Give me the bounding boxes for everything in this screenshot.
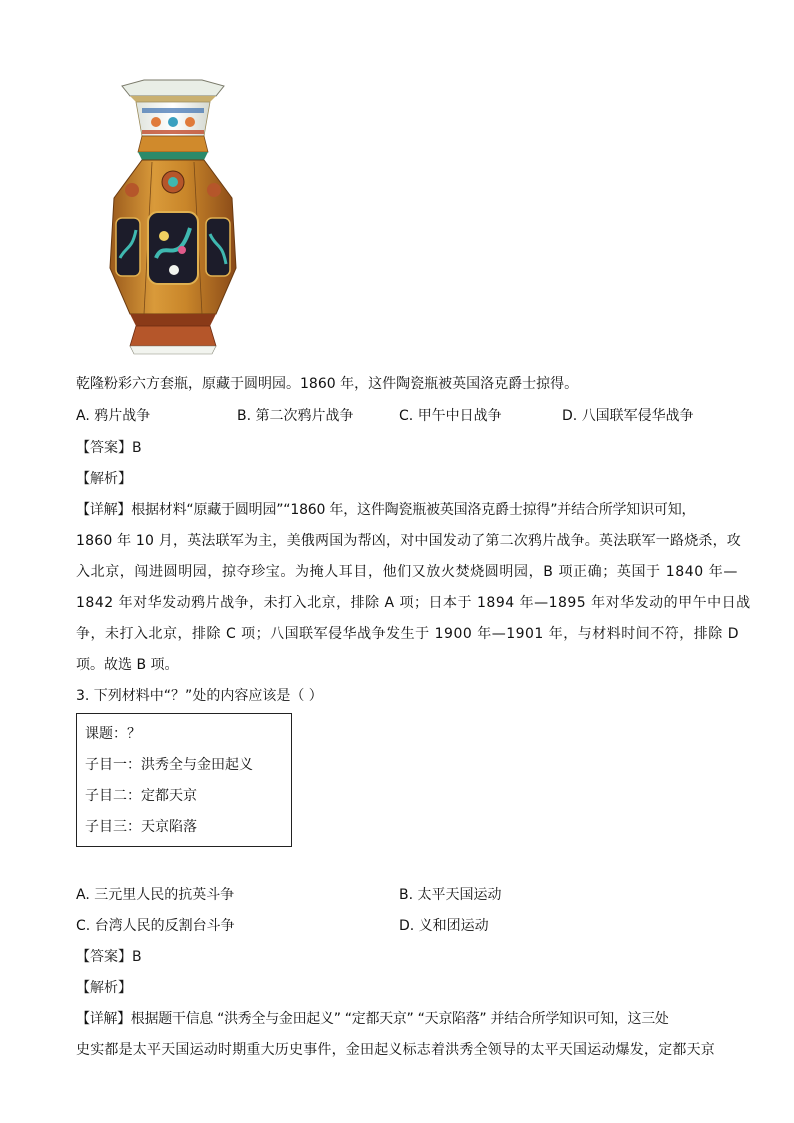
- option-letter: C.: [76, 918, 91, 934]
- q3-detail-line: 【详解】根据题干信息 “洪秀全与金田起义” “定都天京” “天京陷落” 并结合所学知识可知，这三处: [76, 1011, 669, 1027]
- option-text: 八国联军侵华战争: [581, 408, 694, 424]
- q2-detail-line: 入北京，闯进圆明园，掠夺珍宝。为掩人耳目，他们又放火焚烧圆明园，B 项正确；英国于 1840 年—: [76, 564, 738, 580]
- q2-detail-line: 【详解】根据材料“原藏于圆明园”“1860 年，这件陶瓷瓶被英国洛克爵士掠得”并结合所学知识可知，: [76, 502, 696, 518]
- vase-image: [104, 78, 242, 366]
- option-letter: D.: [562, 408, 578, 424]
- option-text: 鸦片战争: [94, 408, 151, 424]
- q2-detail-line: 争，未打入北京，排除 C 项；八国联军侵华战争发生于 1900 年—1901 年，与材料时间不符，排除 D: [76, 626, 740, 642]
- q3-detail-line: 史实都是太平天国运动时期重大历史事件，金田起义标志着洪秀全领导的太平天国运动爆发，定都天京: [76, 1042, 715, 1058]
- q3-option-b[interactable]: [399, 885, 502, 905]
- box-line-sub3: 子目三：天京陷落: [85, 819, 197, 835]
- option-text: 台湾人民的反割台斗争: [94, 918, 235, 934]
- option-text: 太平天国运动: [417, 887, 502, 903]
- option-letter: A.: [76, 408, 90, 424]
- option-letter: D.: [399, 918, 415, 934]
- q3-answer: 【答案】B: [76, 949, 142, 965]
- option-text: 三元里人民的抗英斗争: [94, 887, 235, 903]
- q3-stem: 3. 下列材料中“？”处的内容应该是（ ）: [76, 688, 323, 704]
- option-letter: A.: [76, 887, 90, 903]
- q2-detail-line: 1860 年 10 月，英法联军为主，美俄两国为帮凶，对中国发动了第二次鸦片战争。英法联军一路烧杀，攻: [76, 533, 741, 549]
- q2-option-d[interactable]: [562, 406, 694, 426]
- option-text: 义和团运动: [418, 918, 489, 934]
- q2-option-b[interactable]: [237, 406, 354, 426]
- option-letter: B.: [237, 408, 252, 424]
- option-letter: B.: [399, 887, 414, 903]
- q3-option-c[interactable]: [76, 916, 235, 936]
- q3-option-d[interactable]: [399, 916, 489, 936]
- q2-detail-line: 1842 年对华发动鸦片战争，未打入北京，排除 A 项；日本于 1894 年—1895 年对华发动的甲午中日战: [76, 595, 751, 611]
- figure-caption: 乾隆粉彩六方套瓶，原藏于圆明园。1860 年，这件陶瓷瓶被英国洛克爵士掠得。: [76, 376, 579, 392]
- q3-analysis-label: 【解析】: [76, 980, 132, 996]
- box-line-topic: 课题：？: [85, 726, 141, 742]
- option-text: 甲午中日战争: [417, 408, 502, 424]
- q2-option-c[interactable]: [399, 406, 502, 426]
- box-line-sub2: 子目二：定都天京: [85, 788, 197, 804]
- q2-analysis-label: 【解析】: [76, 471, 132, 487]
- box-line-sub1: 子目一：洪秀全与金田起义: [85, 757, 253, 773]
- q3-material-box: [76, 713, 292, 847]
- q2-answer: 【答案】B: [76, 440, 142, 456]
- option-letter: C.: [399, 408, 414, 424]
- q2-detail-line: 项。故选 B 项。: [76, 657, 179, 673]
- option-text: 第二次鸦片战争: [255, 408, 354, 424]
- q3-option-a[interactable]: [76, 885, 234, 905]
- q2-option-a[interactable]: [76, 406, 150, 426]
